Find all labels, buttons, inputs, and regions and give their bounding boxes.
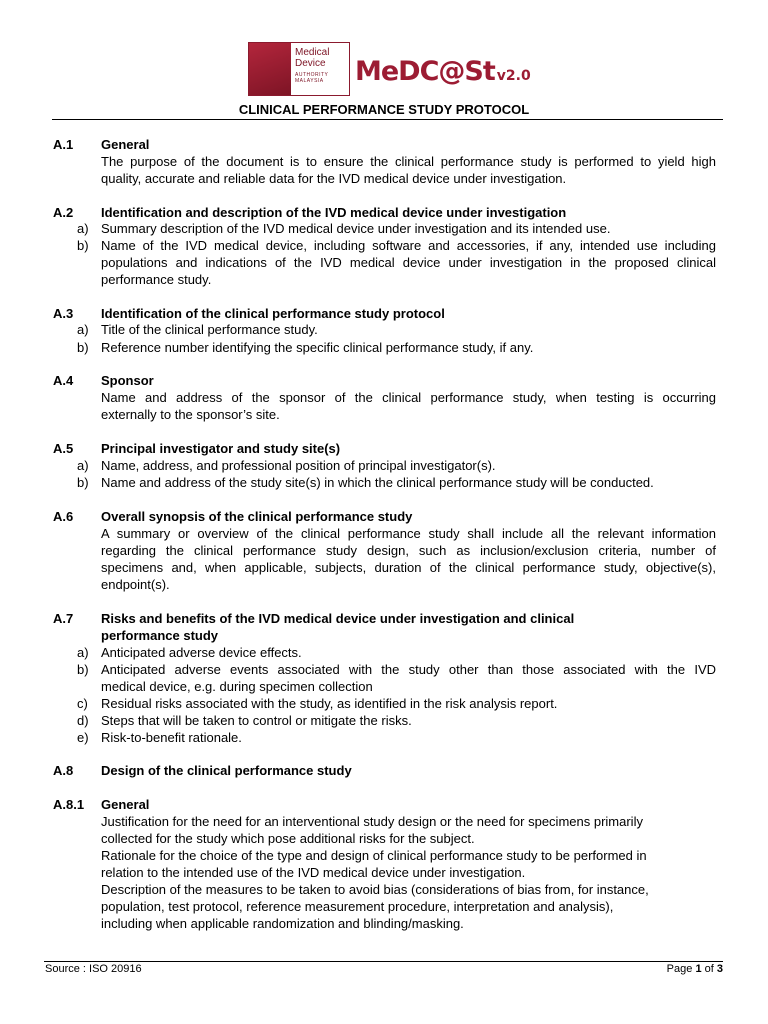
paragraph-line: Name and address of the sponsor of the clinical performance study, when testing is occurring xyxy=(101,390,716,405)
section-heading: General xyxy=(101,797,150,812)
list-letter: d) xyxy=(77,713,89,728)
logo-red-panel xyxy=(249,43,291,95)
section-heading: General xyxy=(101,137,150,152)
logo-mda-line3: MALAYSIA xyxy=(295,78,324,84)
medcast-logo xyxy=(355,56,531,87)
page-current: 1 xyxy=(695,963,702,975)
list-item-line: Risk-to-benefit rationale. xyxy=(101,730,242,745)
section-heading: performance study xyxy=(101,628,219,643)
section-heading: Design of the clinical performance study xyxy=(101,763,352,778)
list-item-line: Summary description of the IVD medical device under investigation and its intended use. xyxy=(101,221,611,236)
list-item-line: Name and address of the study site(s) in which the clinical performance study will be conducted. xyxy=(101,475,654,490)
section-heading: Identification of the clinical performance study protocol xyxy=(101,306,445,321)
paragraph-line: quality, accurate and reliable data for the IVD medical device under investigation. xyxy=(101,171,567,186)
page-of: of xyxy=(704,963,714,975)
list-item-line: Anticipated adverse events associated with the study other than those associated with the IVD xyxy=(101,662,716,677)
paragraph-line: population, test protocol, reference measurement procedure, interpretation and analysis), xyxy=(101,899,614,914)
logo-mda-line1: Medical Device xyxy=(295,47,330,69)
list-letter: a) xyxy=(77,322,89,337)
section-heading: Overall synopsis of the clinical performance study xyxy=(101,509,413,524)
list-item-line: medical device, e.g. during specimen collection xyxy=(101,679,373,694)
section-heading: Identification and description of the IVD medical device under investigation xyxy=(101,205,567,220)
list-item-line: Title of the clinical performance study. xyxy=(101,322,318,337)
section-number: A.2 xyxy=(53,205,74,220)
list-letter: b) xyxy=(77,340,89,355)
section-number: A.4 xyxy=(53,373,74,388)
list-item-line: Anticipated adverse device effects. xyxy=(101,645,302,660)
paragraph-line: Rationale for the choice of the type and design of clinical performance study to be performed in xyxy=(101,848,647,863)
list-letter: c) xyxy=(77,696,88,711)
list-letter: a) xyxy=(77,645,89,660)
section-number: A.1 xyxy=(53,137,74,152)
paragraph-line: relation to the intended use of the IVD medical device under investigation. xyxy=(101,865,526,880)
section-number: A.6 xyxy=(53,509,74,524)
list-letter: b) xyxy=(77,475,89,490)
list-letter: a) xyxy=(77,458,89,473)
list-item-line: Steps that will be taken to control or mitigate the risks. xyxy=(101,713,412,728)
paragraph-line: regarding the clinical performance study design, such as inclusion/exclusion criteria, number of xyxy=(101,543,716,558)
list-item-line: Residual risks associated with the study, as identified in the risk analysis report. xyxy=(101,696,558,711)
page-prefix: Page xyxy=(666,963,693,975)
list-item-line: performance study. xyxy=(101,272,212,287)
footer-divider xyxy=(44,961,723,962)
list-letter: b) xyxy=(77,662,89,677)
section-heading: Risks and benefits of the IVD medical device under investigation and clinical xyxy=(101,611,575,626)
paragraph-line: Description of the measures to be taken to avoid bias (considerations of bias from, for instance, xyxy=(101,882,649,897)
paragraph-line: externally to the sponsor’s site. xyxy=(101,407,280,422)
list-item-line: populations and indications of the IVD medical device under investigation in the proposed clinical xyxy=(101,255,716,270)
list-item-line: Name of the IVD medical device, including software and accessories, if any, intended use including xyxy=(101,238,716,253)
list-item-line: Reference number identifying the specific clinical performance study, if any. xyxy=(101,340,534,355)
section-heading: Sponsor xyxy=(101,373,154,388)
page-number xyxy=(667,963,723,975)
paragraph-line: Justification for the need for an interventional study design or the need for specimens primarily xyxy=(101,814,643,829)
list-letter: e) xyxy=(77,730,89,745)
page-total: 3 xyxy=(716,963,723,975)
list-letter: b) xyxy=(77,238,89,253)
paragraph-line: A summary or overview of the clinical performance study shall include all the relevant information xyxy=(101,526,716,541)
section-number: A.5 xyxy=(53,441,74,456)
section-number: A.8 xyxy=(53,763,74,778)
paragraph-line: specimens and, when applicable, subjects, duration of the clinical performance study, objective(s), xyxy=(101,560,716,575)
logo-text-panel xyxy=(291,43,349,95)
list-letter: a) xyxy=(77,221,89,236)
paragraph-line: endpoint(s). xyxy=(101,577,170,592)
section-number: A.8.1 xyxy=(53,797,85,812)
medcast-version: v2.0 xyxy=(496,68,531,84)
paragraph-line: including when applicable randomization and blinding/masking. xyxy=(101,916,464,931)
document-title: CLINICAL PERFORMANCE STUDY PROTOCOL xyxy=(238,102,530,117)
list-item-line: Name, address, and professional position of principal investigator(s). xyxy=(101,458,496,473)
header-logos xyxy=(248,42,548,98)
paragraph-line: The purpose of the document is to ensure the clinical performance study is performed to yield high xyxy=(101,154,716,169)
footer-source: Source : ISO 20916 xyxy=(45,963,142,975)
logo-mda-line2: AUTHORITY xyxy=(295,72,329,78)
paragraph-line: collected for the study which pose additional risks for the subject. xyxy=(101,831,475,846)
section-heading: Principal investigator and study site(s) xyxy=(101,441,341,456)
medcast-logo-text: MeDC@St xyxy=(355,56,495,87)
section-number: A.7 xyxy=(53,611,74,626)
medical-device-authority-logo xyxy=(248,42,350,96)
section-number: A.3 xyxy=(53,306,74,321)
title-divider xyxy=(52,119,723,120)
